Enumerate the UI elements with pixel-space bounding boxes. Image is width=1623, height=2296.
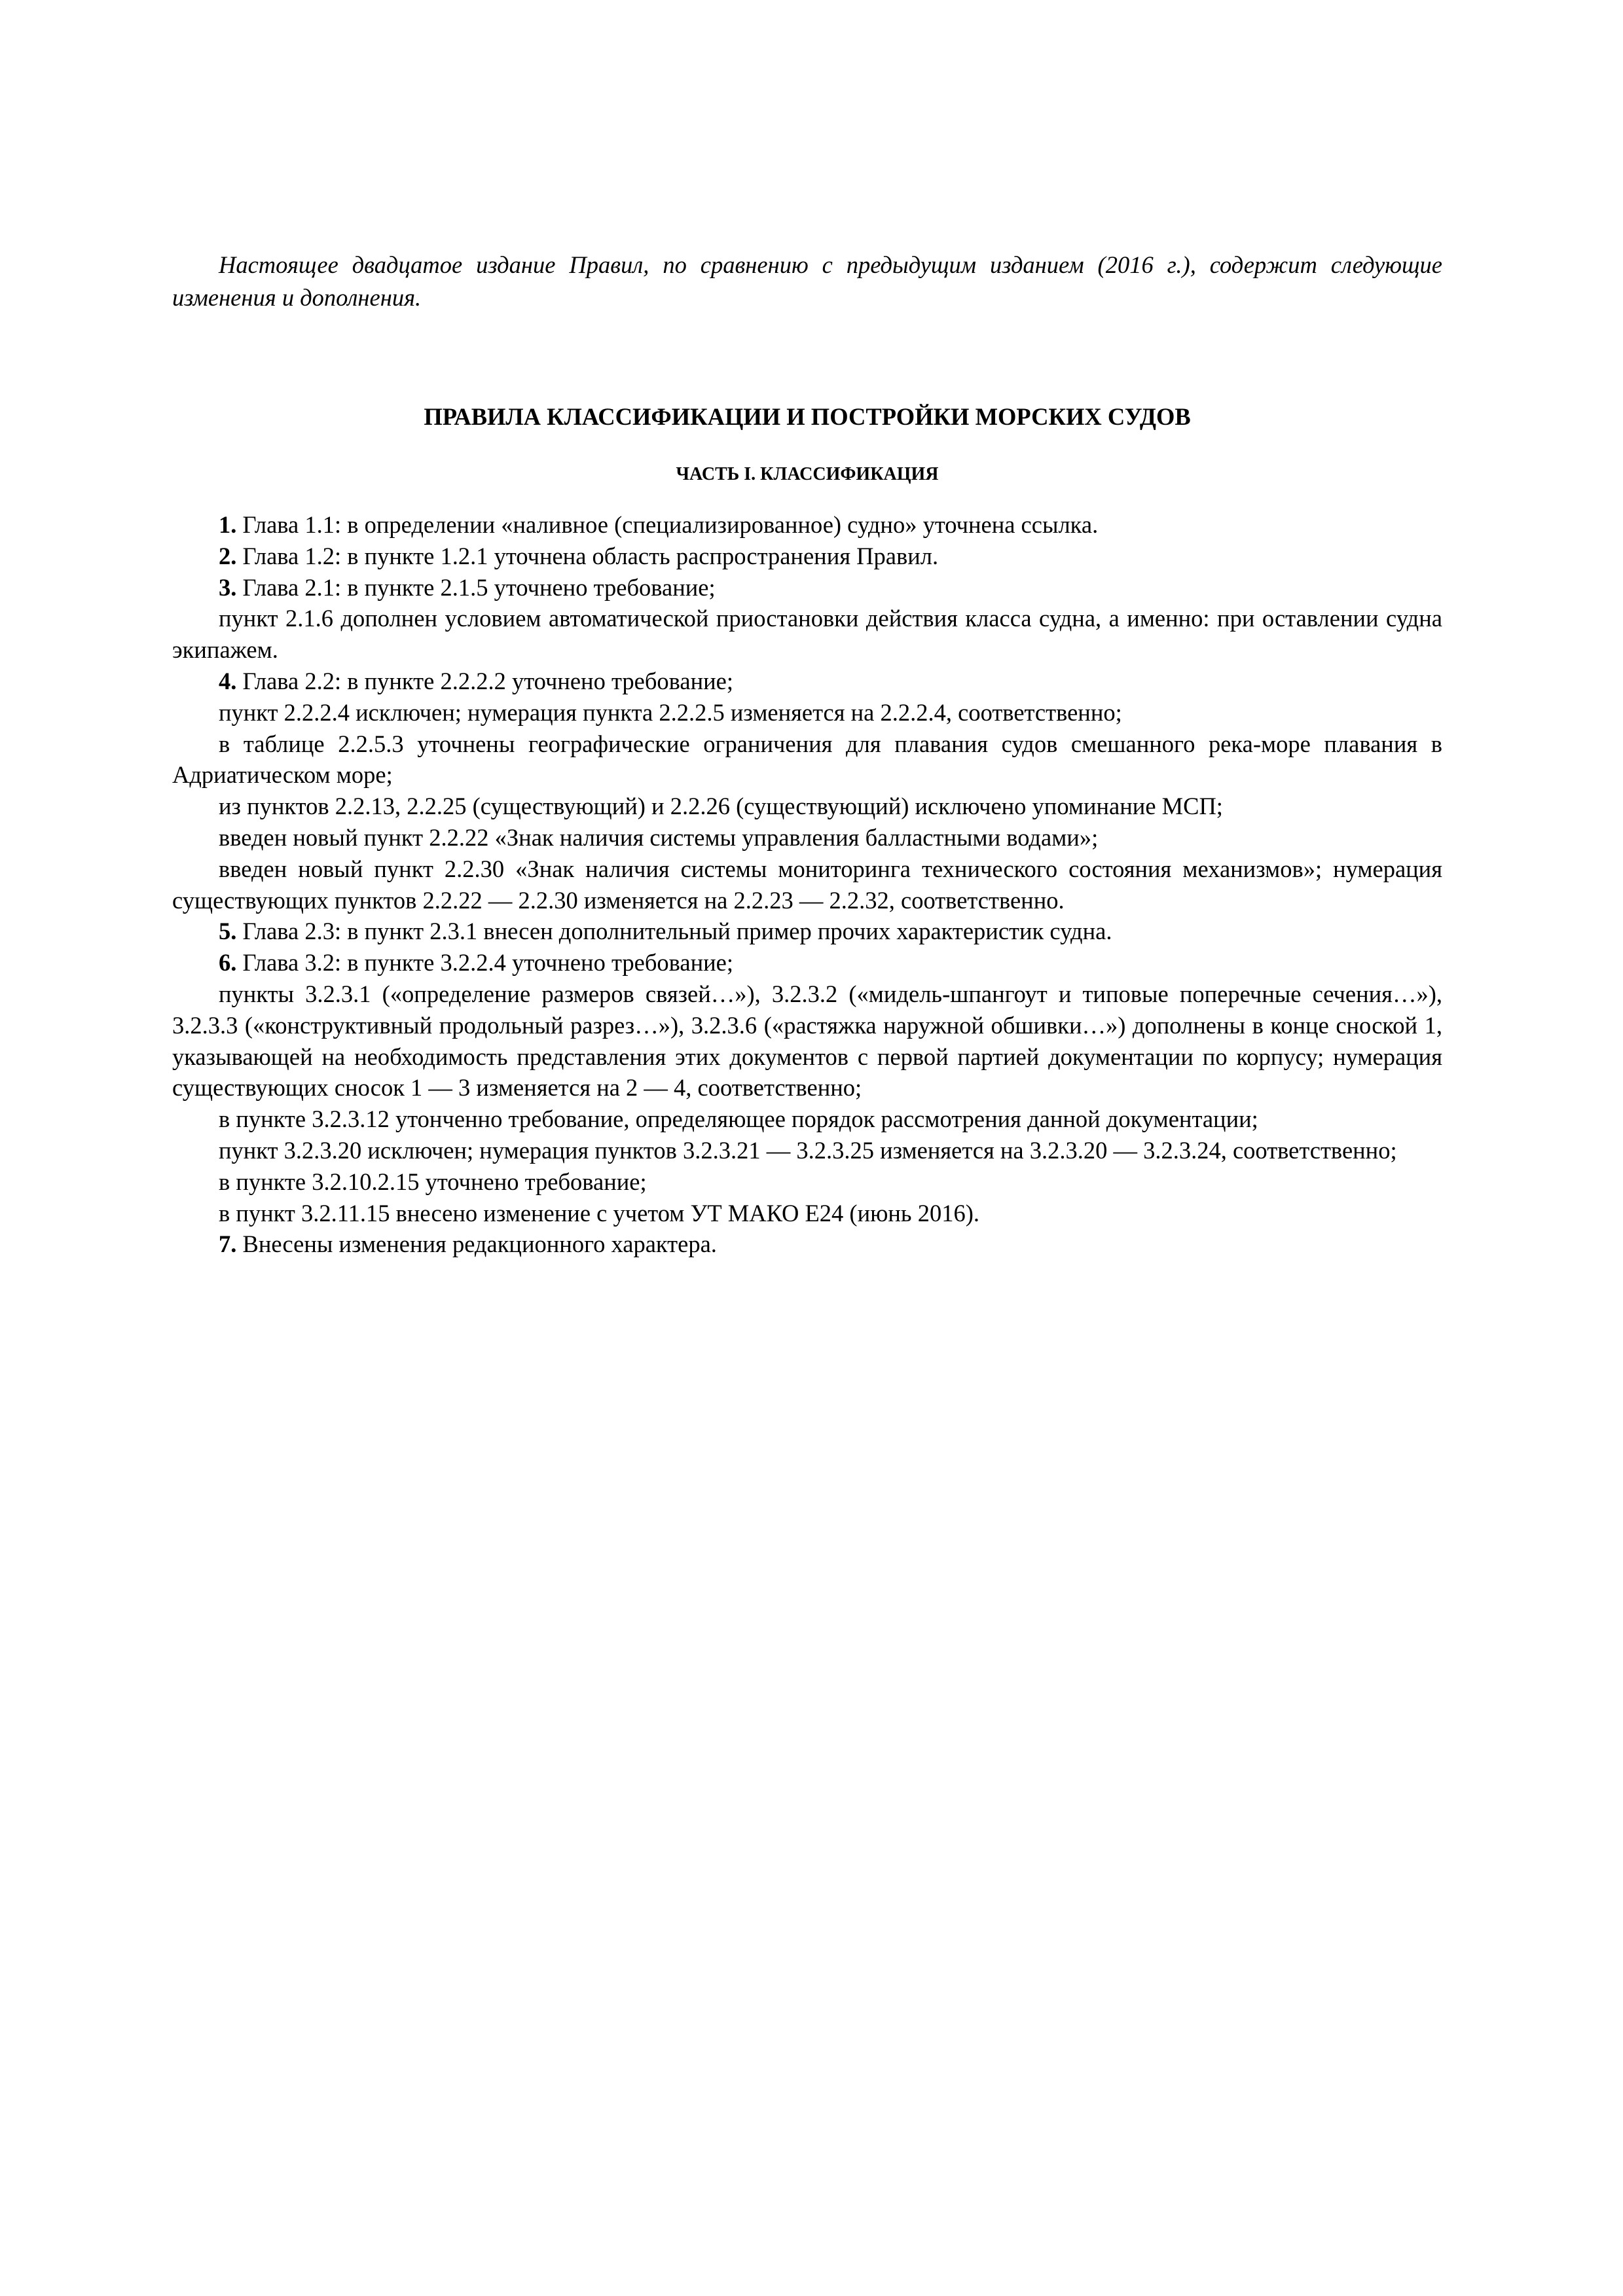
change-item [172, 603, 1442, 666]
item-text: пункт 3.2.3.20 исключен; нумерация пунктов 3.2.3.21 — 3.2.3.25 изменяется на 3.2.3.20 — 3.2.3.24, соответственно; [219, 1136, 1397, 1164]
document-title: ПРАВИЛА КЛАССИФИКАЦИИ И ПОСТРОЙКИ МОРСКИХ СУДОВ [424, 403, 1191, 430]
item-text: в пункте 3.2.3.12 утонченно требование, определяющее порядок рассмотрения данной документации; [219, 1105, 1258, 1133]
part-title: ЧАСТЬ I. КЛАССИФИКАЦИЯ [676, 464, 939, 484]
item-text: Глава 1.1: в определении «наливное (специализированное) судно» уточнена ссылка. [236, 511, 1099, 538]
change-item [172, 572, 1442, 603]
item-text: Глава 2.2: в пункте 2.2.2.2 уточнено требование; [236, 667, 733, 694]
change-item [172, 947, 1442, 978]
change-item [172, 1229, 1442, 1260]
item-text: введен новый пункт 2.2.22 «Знак наличия системы управления балластными водами»; [219, 823, 1099, 851]
item-number: 4. [219, 667, 237, 694]
item-text: в пункте 3.2.10.2.15 уточнено требование; [219, 1168, 647, 1195]
item-text: Глава 3.2: в пункте 3.2.2.4 уточнено требование; [236, 949, 733, 977]
item-number: 5. [219, 918, 237, 945]
change-item [172, 1135, 1442, 1166]
change-item [172, 1198, 1442, 1229]
change-item [172, 541, 1442, 572]
intro-paragraph: Настоящее двадцатое издание Правил, по сравнению с предыдущим изданием (2016 г.), содержит следующие изменения и дополнения. [172, 251, 1442, 311]
change-item [172, 666, 1442, 697]
item-number: 7. [219, 1230, 237, 1258]
change-item [172, 509, 1442, 541]
change-item [172, 728, 1442, 791]
change-item [172, 916, 1442, 947]
item-text: введен новый пункт 2.2.30 «Знак наличия системы мониторинга технического состояния механизмов»; нумерация существующих пунктов 2.2.22 — 2.2.30 изменяется на 2.2.23 — 2.2.32, соответственно. [172, 855, 1442, 914]
change-item [172, 853, 1442, 916]
item-text: пункты 3.2.3.1 («определение размеров связей…»), 3.2.3.2 («мидель-шпангоут и типовые поперечные сечения…»), 3.2.3.3 («конструктивный продольный разрез…»), 3.2.3.6 («растяжка наружной обшивки…») дополнены в конце сноской 1, указывающей на необходимость представления этих документов с первой партией документации по корпусу; нумерация существующих сносок 1 — 3 изменяется на 2 — 4, соответственно; [172, 980, 1442, 1102]
item-text: пункт 2.1.6 дополнен условием автоматической приостановки действия класса судна, а именно: при оставлении судна экипажем. [172, 605, 1442, 664]
changes-list [172, 509, 1442, 1260]
change-item [172, 978, 1442, 1103]
page-content [172, 249, 1442, 1258]
item-text: в пункт 3.2.11.15 внесено изменение с учетом УТ МАКО Е24 (июнь 2016). [219, 1199, 979, 1227]
item-text: из пунктов 2.2.13, 2.2.25 (существующий) и 2.2.26 (существующий) исключено упоминание МСП; [219, 793, 1223, 820]
change-item [172, 822, 1442, 853]
change-item [172, 1166, 1442, 1198]
item-number: 1. [219, 511, 237, 538]
item-number: 6. [219, 949, 237, 977]
item-number: 2. [219, 542, 237, 569]
item-number: 3. [219, 573, 237, 601]
item-text: Глава 2.1: в пункте 2.1.5 уточнено требование; [236, 573, 716, 601]
change-item [172, 791, 1442, 822]
item-text: пункт 2.2.2.4 исключен; нумерация пункта 2.2.2.5 изменяется на 2.2.2.4, соответственно; [219, 698, 1122, 726]
change-item [172, 1103, 1442, 1135]
item-text: Глава 2.3: в пункт 2.3.1 внесен дополнительный пример прочих характеристик судна. [236, 918, 1112, 945]
item-text: в таблице 2.2.5.3 уточнены географические ограничения для плавания судов смешанного река-море плавания в Адриатическом море; [172, 730, 1442, 789]
change-item [172, 697, 1442, 728]
item-text: Внесены изменения редакционного характера. [236, 1230, 717, 1258]
item-text: Глава 1.2: в пункте 1.2.1 уточнена область распространения Правил. [236, 542, 939, 569]
